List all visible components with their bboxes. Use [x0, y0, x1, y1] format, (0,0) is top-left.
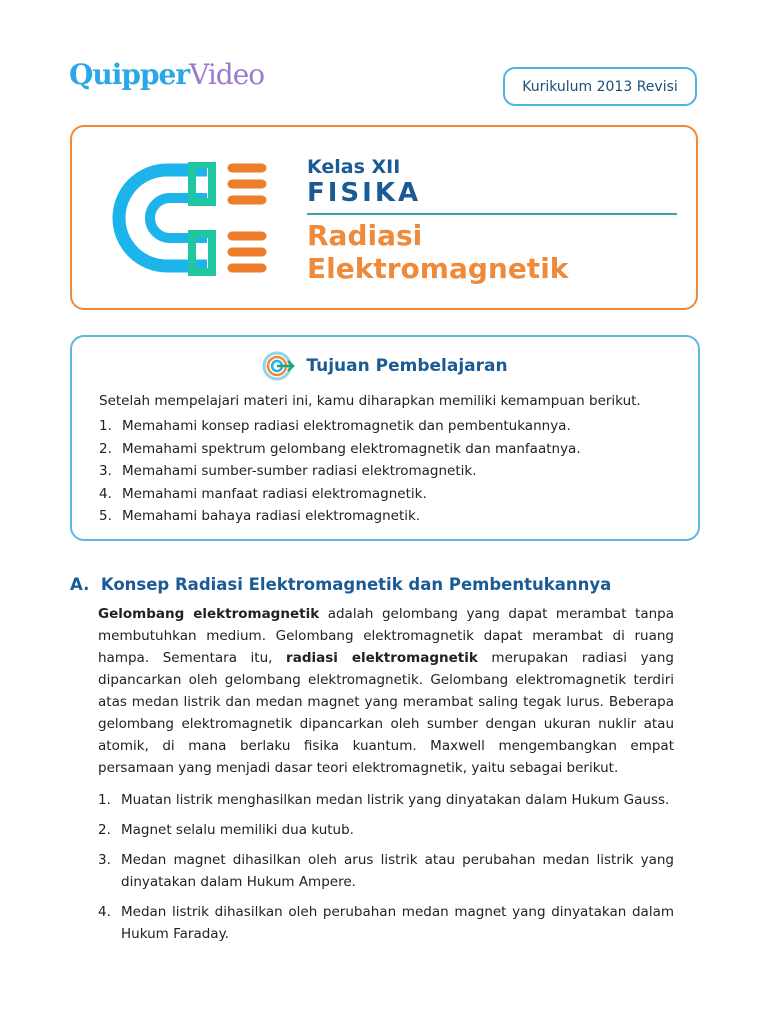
- objectives-intro: Setelah mempelajari materi ini, kamu diharapkan memiliki kemampuan berikut.: [99, 393, 641, 409]
- objectives-heading: Tujuan Pembelajaran: [306, 356, 508, 376]
- section-paragraph: Gelombang elektromagnetik adalah gelombang yang dapat merambat tanpa membutuhkan medium. Gelombang elektromagnetik dapat merambat di ruang hampa. Sementara itu, radiasi elektromagnetik merupakan radiasi yang dipancarkan oleh gelombang elektromagnetik. Gelombang elektromagnetik terdiri atas medan listrik dan medan magnet yang merambat saling tegak lurus. Beberapa gelombang elektromagnetik dipancarkan oleh sumber dengan ukuran nuklir atau atomik, di mana berlaku fisika kuantum. Maxwell mengembangkan empat persamaan yang menjadi dasar teori elektromagnetik, yaitu sebagai berikut.: [98, 606, 674, 776]
- list-item: 4. Medan listrik dihasilkan oleh perubahan medan magnet yang dinyatakan dalam Hukum Faraday.: [98, 904, 674, 942]
- title-divider: [307, 213, 677, 215]
- section-heading: A. Konsep Radiasi Elektromagnetik dan Pembentukannya: [70, 575, 612, 594]
- quipper-video-logo: QuipperVideo: [69, 58, 265, 91]
- objectives-list: [99, 418, 581, 531]
- list-item: 3. Memahami sumber-sumber radiasi elektromagnetik.: [99, 463, 477, 479]
- curriculum-badge: Kurikulum 2013 Revisi: [503, 67, 697, 106]
- topic-title: Radiasi Elektromagnetik: [307, 219, 569, 285]
- title-card: [70, 125, 698, 310]
- list-item: 2. Magnet selalu memiliki dua kutub.: [98, 822, 354, 838]
- target-icon: [262, 351, 296, 381]
- grade-label: Kelas XII: [307, 156, 401, 178]
- subject-title: FISIKA: [307, 178, 422, 208]
- list-item: 5. Memahami bahaya radiasi elektromagnetik.: [99, 508, 421, 524]
- list-item: 2. Memahami spektrum gelombang elektromagnetik dan manfaatnya.: [99, 440, 581, 457]
- list-item: 3. Medan magnet dihasilkan oleh arus listrik atau perubahan medan listrik yang dinyatakan dalam Hukum Ampere.: [98, 852, 674, 890]
- magnet-icon: [112, 162, 272, 277]
- list-item: 4. Memahami manfaat radiasi elektromagnetik.: [99, 485, 427, 502]
- learning-objectives-box: [70, 335, 700, 541]
- list-item: 1. Memahami konsep radiasi elektromagnetik dan pembentukannya.: [99, 418, 571, 434]
- list-item: 1. Muatan listrik menghasilkan medan listrik yang dinyatakan dalam Hukum Gauss.: [98, 792, 670, 808]
- maxwell-list: [98, 789, 674, 953]
